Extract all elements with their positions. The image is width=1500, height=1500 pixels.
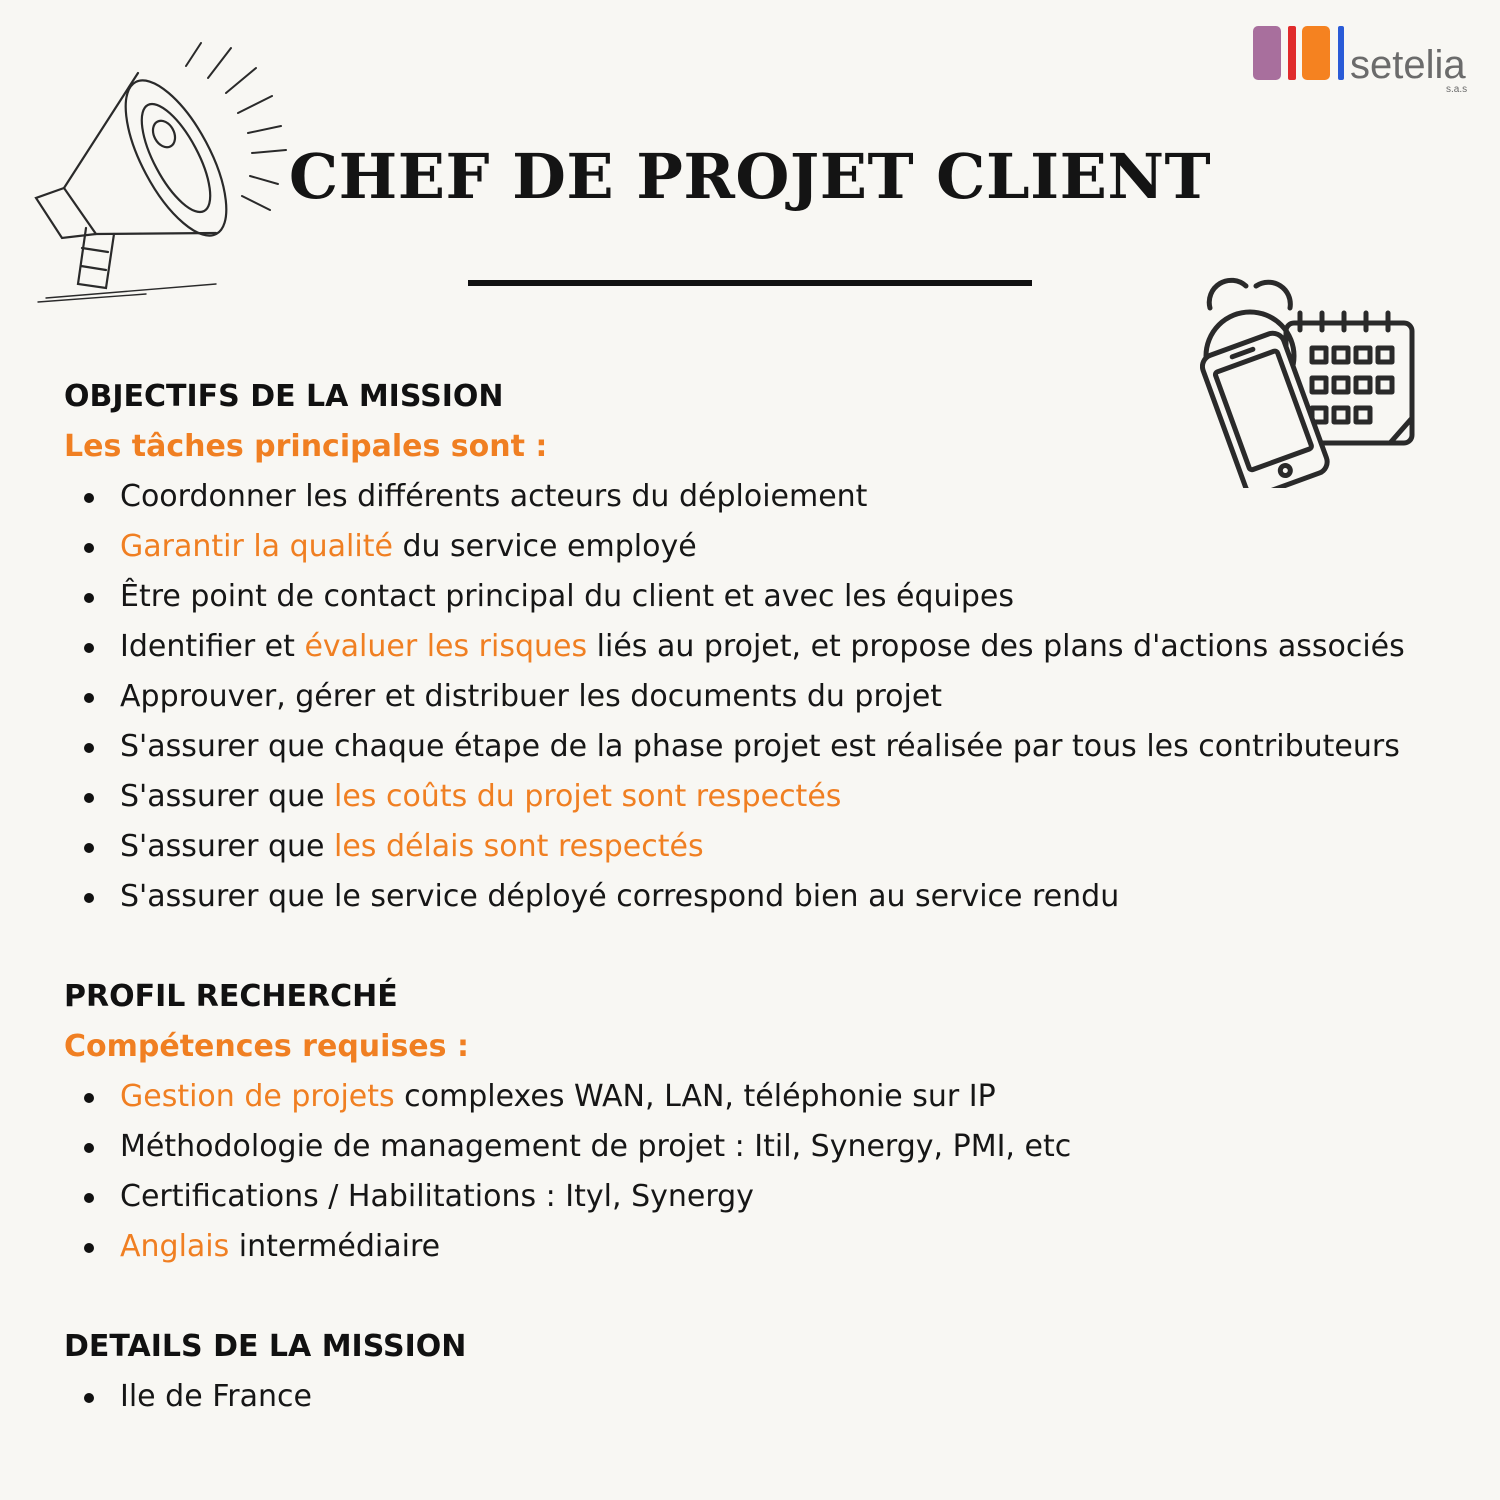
spacer — [64, 922, 1484, 972]
list-item: Identifier et évaluer les risques liés au projet, et propose des plans d'actions associés — [64, 622, 1484, 672]
bullet-icon — [84, 793, 94, 803]
skills-list — [64, 1072, 1484, 1272]
section-profil — [64, 972, 1484, 1272]
list-item: Coordonner les différents acteurs du déploiement — [64, 472, 1484, 522]
bullet-icon — [84, 1243, 94, 1253]
bullet-icon — [84, 643, 94, 653]
bullet-icon — [84, 893, 94, 903]
section-heading: PROFIL RECHERCHÉ — [64, 979, 398, 1014]
logo-bar-orange — [1302, 26, 1330, 80]
bullet-icon — [84, 1393, 94, 1403]
section-subheading: Les tâches principales sont : — [64, 429, 548, 464]
section-heading: OBJECTIFS DE LA MISSION — [64, 379, 504, 414]
task-list — [64, 472, 1484, 922]
spacer — [64, 1272, 1484, 1322]
list-item: S'assurer que le service déployé correspond bien au service rendu — [64, 872, 1484, 922]
setelia-logo — [1250, 22, 1490, 98]
section-objectifs — [64, 372, 1484, 922]
list-item: S'assurer que chaque étape de la phase projet est réalisée par tous les contributeurs — [64, 722, 1484, 772]
bullet-icon — [84, 543, 94, 553]
list-item: Ile de France — [64, 1372, 1484, 1422]
list-item: S'assurer que les délais sont respectés — [64, 822, 1484, 872]
section-subheading: Compétences requises : — [64, 1029, 469, 1064]
bullet-icon — [84, 1143, 94, 1153]
bullet-icon — [84, 693, 94, 703]
bullet-icon — [84, 743, 94, 753]
logo-bar-purple — [1253, 26, 1281, 80]
list-item: Anglais intermédiaire — [64, 1222, 1484, 1272]
list-item: Certifications / Habilitations : Ityl, Synergy — [64, 1172, 1484, 1222]
list-item: Gestion de projets complexes WAN, LAN, téléphonie sur IP — [64, 1072, 1484, 1122]
list-item: Méthodologie de management de projet : Itil, Synergy, PMI, etc — [64, 1122, 1484, 1172]
list-item: Approuver, gérer et distribuer les documents du projet — [64, 672, 1484, 722]
title-underline — [468, 280, 1032, 286]
bullet-icon — [84, 843, 94, 853]
logo-bar-blue — [1338, 26, 1344, 80]
list-item: Garantir la qualité du service employé — [64, 522, 1484, 572]
logo-bar-red — [1288, 26, 1296, 80]
bullet-icon — [84, 1193, 94, 1203]
list-item: Être point de contact principal du client et avec les équipes — [64, 572, 1484, 622]
bullet-icon — [84, 1093, 94, 1103]
logo-suffix: s.a.s — [1446, 84, 1468, 95]
page-title: CHEF DE PROJET CLIENT — [288, 140, 1212, 213]
bullet-icon — [84, 593, 94, 603]
details-list — [64, 1372, 1484, 1422]
bullet-icon — [84, 493, 94, 503]
logo-wordmark: setelia — [1350, 43, 1466, 87]
list-item: S'assurer que les coûts du projet sont respectés — [64, 772, 1484, 822]
job-description — [64, 372, 1484, 1422]
section-heading: DETAILS DE LA MISSION — [64, 1329, 467, 1364]
section-details — [64, 1322, 1484, 1422]
